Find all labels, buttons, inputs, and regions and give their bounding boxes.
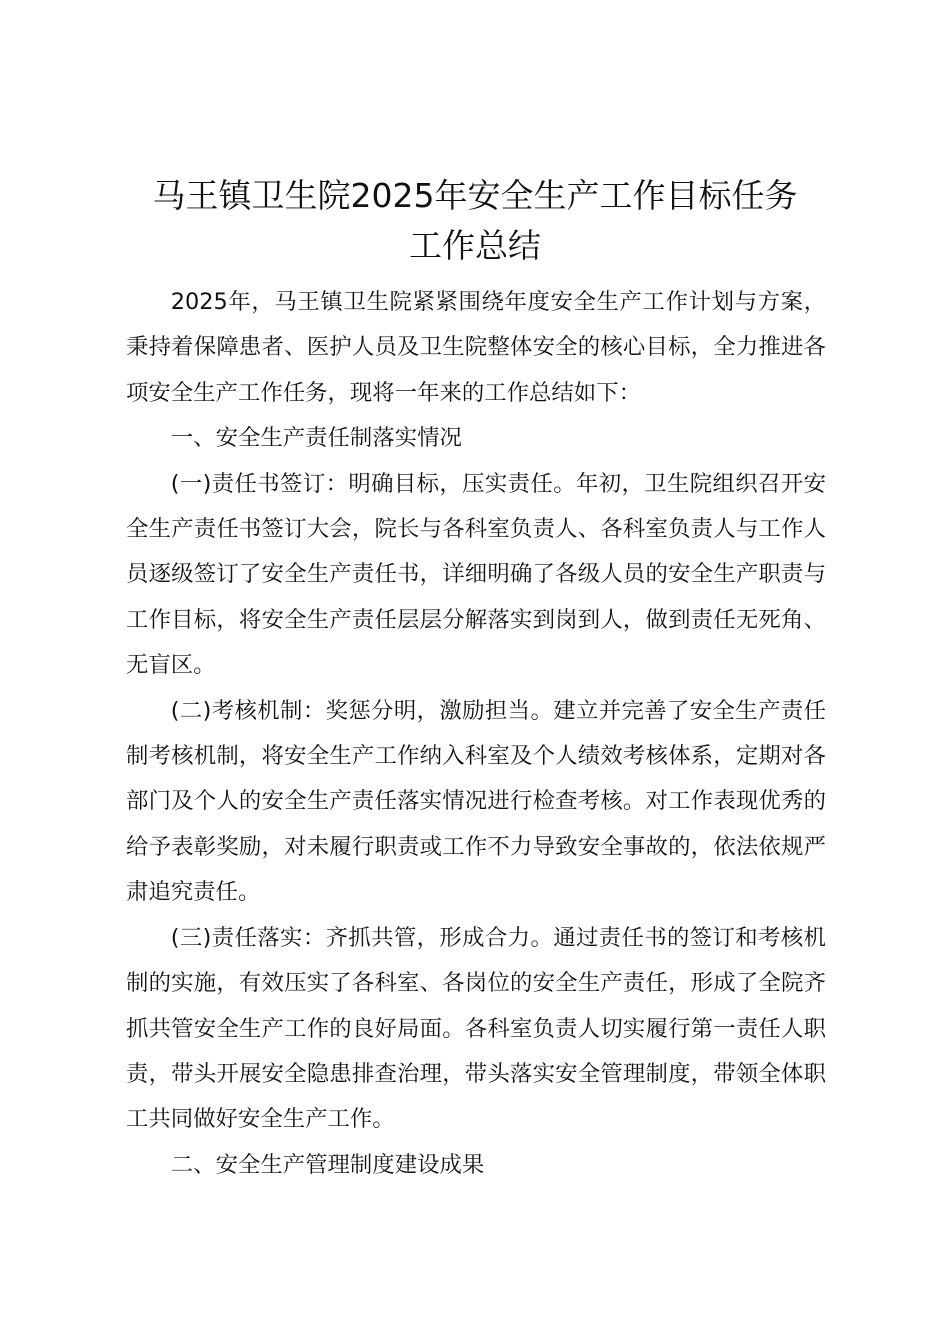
document-body — [126, 280, 826, 1188]
subsection-paragraph-2: (二)考核机制：奖惩分明，激励担当。建立并完善了安全生产责任制考核机制，将安全生产工作纳入科室及个人绩效考核体系，定期对各部门及个人的安全生产责任落实情况进行检查考核。对工作表现优秀的给予表彰奖励，对未履行职责或工作不力导致安全事故的，依法依规严肃追究责任。 — [126, 697, 826, 906]
section-heading-1: 一、安全生产责任制落实情况 — [170, 425, 462, 452]
document-title-line-1: 马王镇卫生院2025年安全生产工作目标任务 — [152, 176, 798, 215]
section-heading-2: 二、安全生产管理制度建设成果 — [170, 1151, 485, 1178]
intro-paragraph: 2025年，马王镇卫生院紧紧围绕年度安全生产工作计划与方案，秉持着保障患者、医护人员及卫生院整体安全的核心目标，全力推进各项安全生产工作任务，现将一年来的工作总结如下： — [126, 289, 826, 406]
document-title-line-2: 工作总结 — [409, 226, 541, 265]
subsection-paragraph-3: (三)责任落实：齐抓共管，形成合力。通过责任书的签订和考核机制的实施，有效压实了各科室、各岗位的安全生产责任，形成了全院齐抓共管安全生产工作的良好局面。各科室负责人切实履行第一责任人职责，带头开展安全隐患排查治理，带头落实安全管理制度，带领全体职工共同做好安全生产工作。 — [126, 924, 826, 1133]
subsection-paragraph-1: (一)责任书签订：明确目标，压实责任。年初，卫生院组织召开安全生产责任书签订大会，院长与各科室负责人、各科室负责人与工作人员逐级签订了安全生产责任书，详细明确了各级人员的安全生产职责与工作目标，将安全生产责任层层分解落实到岗到人，做到责任无死角、无盲区。 — [126, 470, 826, 679]
